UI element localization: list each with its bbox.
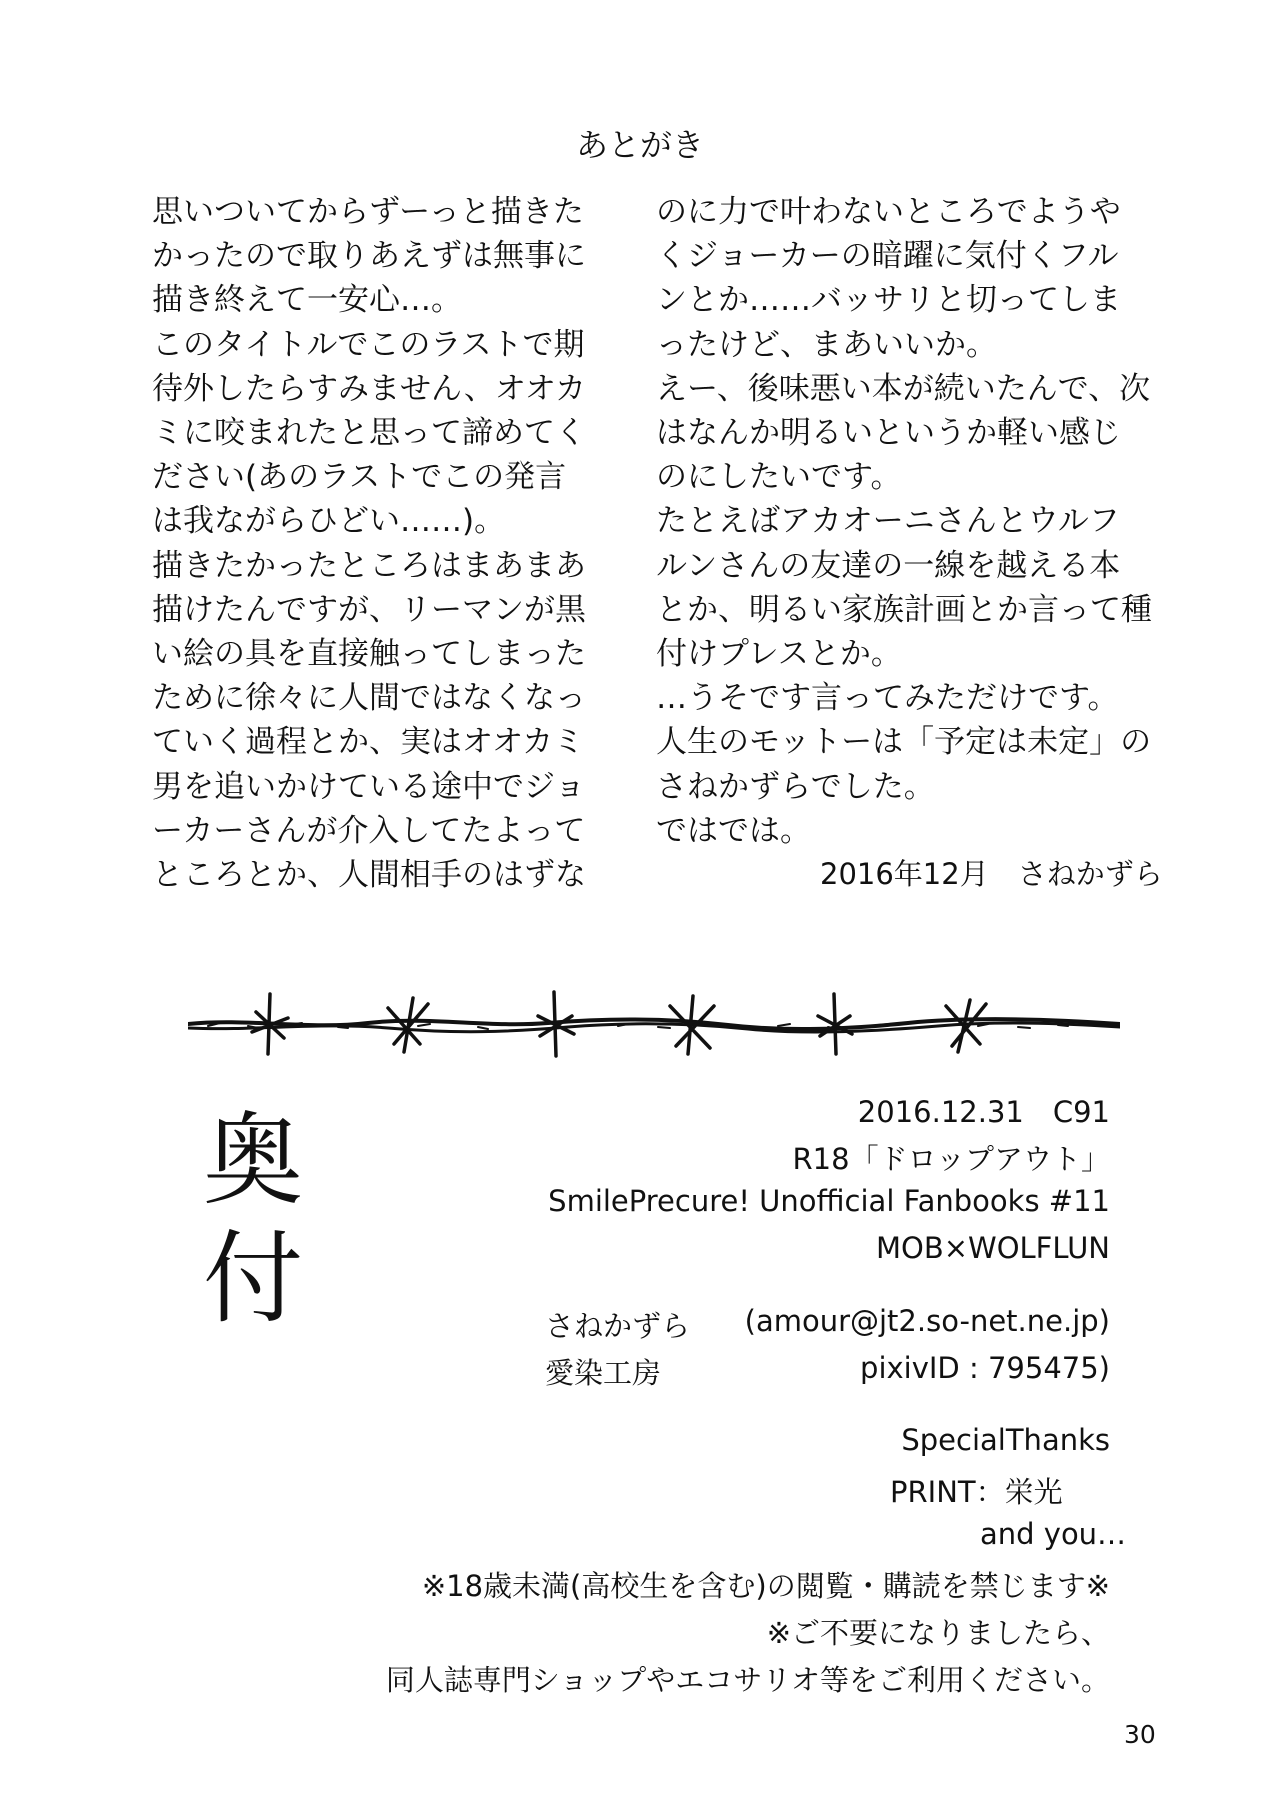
age-warning: ※18歳未満(高校生を含む)の閲覧・購読を禁じます※ bbox=[421, 1569, 1110, 1603]
afterword-line: ミに咬まれたと思って諦めてく bbox=[152, 415, 586, 452]
afterword-line: 描きたかったところはまあまあ bbox=[152, 547, 586, 584]
afterword-line: ところとか、人間相手のはずな bbox=[152, 857, 586, 894]
pairing: MOB×WOLFLUN bbox=[875, 1231, 1110, 1265]
pixiv-id: pixivID : 795475) bbox=[860, 1351, 1110, 1385]
afterword-line: 描けたんですが、リーマンが黒 bbox=[152, 591, 586, 628]
afterword-line: ったけど、まあいいか。 bbox=[656, 326, 997, 363]
afterword-line: ーカーさんが介入してたよって bbox=[152, 812, 586, 849]
afterword-line: はなんか明るいというか軽い感じ bbox=[656, 415, 1121, 452]
author-email: (amour@jt2.so-net.ne.jp) bbox=[744, 1304, 1110, 1338]
afterword-left-column bbox=[152, 190, 586, 897]
disposal-note-1: ※ご不要になりましたら、 bbox=[766, 1616, 1110, 1650]
barbed-wire-divider bbox=[188, 982, 1120, 1070]
colophon-heading-char1: 奥 bbox=[203, 1102, 303, 1219]
afterword-line: 男を追いかけている途中でジョ bbox=[152, 768, 586, 805]
afterword-title: あとがき bbox=[575, 126, 704, 164]
afterword-line: は我ながらひどい……)。 bbox=[152, 503, 506, 540]
afterword-line: ために徐々に人間ではなくなっ bbox=[152, 680, 586, 717]
afterword-line: 付けプレスとか。 bbox=[656, 636, 902, 673]
afterword-line: ではでは。 bbox=[656, 812, 811, 849]
afterword-line: さねかずらでした。 bbox=[656, 768, 935, 805]
afterword-line: ださい(あのラストでこの発言 bbox=[152, 459, 567, 496]
disposal-note-2: 同人誌専門ショップやエコサリオ等をご利用ください。 bbox=[385, 1663, 1110, 1697]
afterword-line: たとえばアカオーニさんとウルフ bbox=[656, 503, 1120, 540]
afterword-line: …うそです言ってみただけです。 bbox=[656, 680, 1119, 717]
afterword-line: このタイトルでこのラストで期 bbox=[152, 326, 585, 363]
afterword-line: 人生のモットーは「予定は未定」の bbox=[656, 724, 1152, 761]
afterword-line: い絵の具を直接触ってしまった bbox=[152, 636, 586, 673]
page-number: 30 bbox=[1124, 1720, 1156, 1749]
afterword-line: 待外したらすみません、オオカ bbox=[152, 370, 586, 407]
afterword-line: えー、後味悪い本が続いたんで、次 bbox=[656, 370, 1151, 407]
afterword-line: ルンさんの友達の一線を越える本 bbox=[656, 547, 1121, 584]
book-title: R18「ドロップアウト」 bbox=[792, 1142, 1110, 1176]
afterword-line: のにしたいです。 bbox=[656, 459, 902, 496]
and-you: and you… bbox=[980, 1517, 1127, 1551]
afterword-line: のに力で叶わないところでようや bbox=[656, 194, 1121, 230]
afterword-line: かったので取りあえずは無事に bbox=[152, 238, 586, 275]
colophon-heading-char2: 付 bbox=[203, 1220, 303, 1337]
afterword-signature: 2016年12月 さねかずら bbox=[820, 857, 1163, 891]
date-event: 2016.12.31 C91 bbox=[857, 1095, 1110, 1129]
afterword-line: 描き終えて一安心…。 bbox=[152, 282, 462, 319]
author-name: さねかずら bbox=[545, 1309, 691, 1343]
circle-name: 愛染工房 bbox=[545, 1356, 662, 1390]
afterword-line: とか、明るい家族計画とか言って種 bbox=[656, 591, 1152, 628]
colophon-heading bbox=[203, 1102, 303, 1338]
afterword-right-column bbox=[656, 190, 1152, 853]
afterword-line: ていく過程とか、実はオオカミ bbox=[152, 724, 585, 761]
afterword-line: 思いついてからずーっと描きた bbox=[152, 194, 584, 230]
afterword-line: ンとか……バッサリと切ってしま bbox=[656, 282, 1121, 319]
special-thanks-heading: SpecialThanks bbox=[901, 1423, 1110, 1457]
print-credit: PRINT：栄光 bbox=[890, 1475, 1063, 1509]
afterword-line: くジョーカーの暗躍に気付くフル bbox=[656, 238, 1119, 275]
series-name: SmilePrecure! Unofficial Fanbooks #11 bbox=[548, 1184, 1110, 1218]
